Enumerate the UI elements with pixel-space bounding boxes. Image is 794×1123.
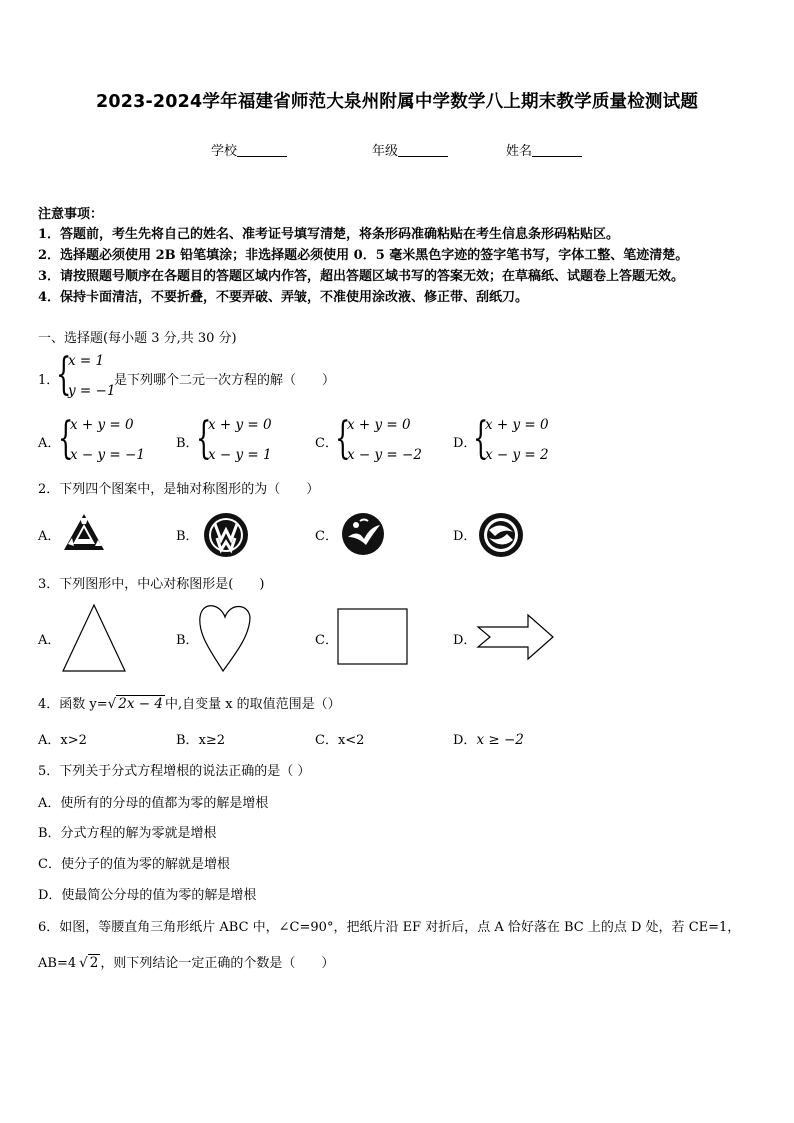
q5-option-c[interactable]: C．使分子的值为零的解就是增根 [38,857,230,872]
arrow-shape-icon[interactable] [476,613,556,661]
q1-option-d[interactable]: { x + y = 0 x − y = 2 [473,413,549,464]
q3-option-c-label: C． [315,633,338,648]
option-label: A． [38,733,61,748]
eq-row: x − y = −2 [347,447,422,463]
option-text: x ≥ −2 [476,732,524,748]
triangle-shape-icon[interactable] [60,603,128,673]
q1-system: { x = 1 y = −1 [56,349,116,400]
grade-blank[interactable] [398,144,448,157]
grade-label: 年级 [372,144,399,159]
notes-heading: 注意事项： [38,207,104,222]
q2-text: 2．下列四个图案中，是轴对称图形的为（ ） [38,482,320,497]
note-item: 1．答题前，考生先将自己的姓名、准考证号填写清楚，将条形码准确粘贴在考生信息条形码粘贴区。 [38,227,620,242]
option-text: x>2 [60,733,87,748]
q5-option-d[interactable]: D．使最简公分母的值为零的解是增根 [38,888,257,903]
q1-option-d-label: D． [453,436,477,451]
q4-pre: 4．函数 y= [38,697,108,712]
q3-option-b-label: B． [176,633,199,648]
q1-option-c[interactable]: { x + y = 0 x − y = −2 [335,413,422,464]
q5-option-b[interactable]: B．分式方程的解为零就是增根 [38,826,217,841]
q6-text-line2 [38,952,334,971]
q1-option-a[interactable]: { x + y = 0 x − y = −1 [58,413,145,464]
q1-option-c-label: C． [315,436,338,451]
q1-number: 1． [38,373,60,388]
q2-option-b-label: B． [176,529,199,544]
swirl-circle-logo-icon[interactable] [477,512,525,558]
vw-logo-icon[interactable] [202,512,250,558]
q3-option-d-label: D． [453,633,477,648]
q1-option-a-label: A． [38,436,61,451]
bird-circle-logo-icon[interactable] [340,511,386,557]
page-title: 2023-2024学年福建省师范大泉州附属中学数学八上期末教学质量检测试题 [95,92,699,112]
q6-ab: AB=4 [38,956,77,971]
q1-eq: x = 1 [68,353,105,369]
radicand: 2x − 4 [118,696,163,712]
q1-option-b[interactable]: { x + y = 0 x − y = 1 [196,413,272,464]
recycle-logo-icon[interactable] [62,512,106,554]
q5-text: 5．下列关于分式方程增根的说法正确的是（ ） [38,764,311,779]
option-text: x<2 [337,733,365,748]
q2-option-a-label: A． [38,529,61,544]
q1-eq: y = −1 [68,383,116,399]
option-label: B． [176,733,199,748]
q3-text: 3．下列图形中，中心对称图形是( ) [38,577,265,592]
rectangle-shape-icon[interactable] [337,608,409,666]
eq-row: x + y = 0 [485,417,549,433]
school-label: 学校 [211,144,238,159]
eq-row: x + y = 0 [347,417,411,433]
note-item: 2．选择题必须使用 2B 铅笔填涂；非选择题必须使用 0．5 毫米黑色字迹的签字笔书写，字体工整、笔迹清楚。 [38,248,689,263]
q4-option-a[interactable] [38,729,87,748]
eq-row: x + y = 0 [208,417,272,433]
radicand: 2 [89,955,99,971]
q6-post: ，则下列结论一定正确的个数是（ ） [100,956,335,971]
q2-option-c-label: C． [315,529,338,544]
q1-text: 是下列哪个二元一次方程的解（ ） [114,373,336,388]
note-item: 4．保持卡面清洁，不要折叠，不要弄破、弄皱，不准使用涂改液、修正带、刮纸刀。 [38,290,529,305]
sqrt-expression: √ 2x − 4 [107,696,163,712]
school-field[interactable] [211,140,287,159]
name-label: 姓名 [506,144,533,159]
grade-field[interactable] [372,140,448,159]
q3-option-a-label: A． [38,633,61,648]
eq-row: x − y = 2 [485,447,549,463]
sqrt-expression: √ 2 [79,955,99,971]
q4-option-d[interactable] [453,729,524,748]
option-label: D． [453,733,477,748]
eq-row: x + y = 0 [70,417,134,433]
q1-option-b-label: B． [176,436,199,451]
eq-row: x − y = −1 [70,447,145,463]
q4-text [38,693,341,712]
school-blank[interactable] [237,144,287,157]
section-heading: 一、选择题(每小题 3 分,共 30 分) [38,331,237,346]
q4-option-c[interactable] [315,729,364,748]
option-label: C． [315,733,338,748]
name-blank[interactable] [532,144,582,157]
heart-shape-icon[interactable] [198,601,252,673]
q5-option-a[interactable]: A．使所有的分母的值都为零的解是增根 [38,796,269,811]
note-item: 3．请按照题号顺序在各题目的答题区域内作答，超出答题区域书写的答案无效；在草稿纸、试题卷上答题无效。 [38,269,685,284]
name-field[interactable] [506,140,582,159]
q2-option-d-label: D． [453,529,477,544]
option-text: x≥2 [198,733,226,748]
eq-row: x − y = 1 [208,447,272,463]
q4-option-b[interactable] [176,729,225,748]
q6-text-line1: 6．如图，等腰直角三角形纸片 ABC 中，∠C=90°，把纸片沿 EF 对折后，点 A 恰好落在 BC 上的点 D 处，若 CE=1， [38,920,741,935]
q4-post: 中,自变量 x 的取值范围是（） [164,697,341,712]
